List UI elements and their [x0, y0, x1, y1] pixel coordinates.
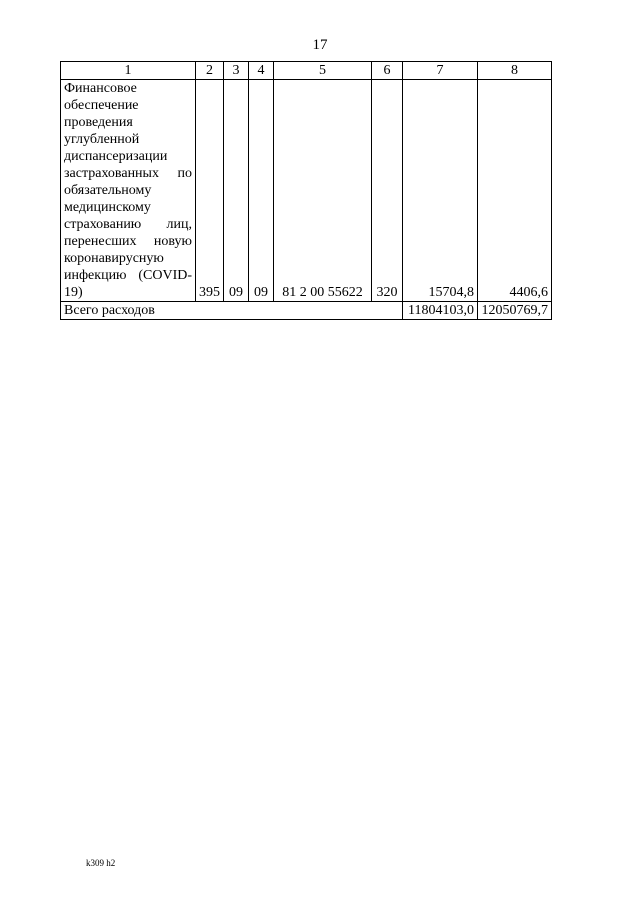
- budget-table: [60, 61, 552, 320]
- header-col-6: 6: [372, 62, 403, 80]
- table-row: [61, 80, 552, 302]
- footer-code: k309 h2: [86, 858, 116, 868]
- header-col-1: 1: [61, 62, 196, 80]
- row-col-5: 81 2 00 55622: [274, 80, 372, 302]
- header-col-8: 8: [478, 62, 552, 80]
- header-col-5: 5: [274, 62, 372, 80]
- row-col-8: 4406,6: [478, 80, 552, 302]
- header-row: [61, 62, 552, 80]
- header-col-7: 7: [403, 62, 478, 80]
- row-col-2: 395: [196, 80, 224, 302]
- total-label: Всего расходов: [61, 302, 403, 320]
- total-col-8: 12050769,7: [478, 302, 552, 320]
- row-col-7: 15704,8: [403, 80, 478, 302]
- header-col-2: 2: [196, 62, 224, 80]
- row-col-3: 09: [224, 80, 249, 302]
- row-col-4: 09: [249, 80, 274, 302]
- total-row: [61, 302, 552, 320]
- row-col-6: 320: [372, 80, 403, 302]
- total-col-7: 11804103,0: [403, 302, 478, 320]
- header-col-4: 4: [249, 62, 274, 80]
- page-number: 17: [312, 37, 328, 53]
- row-description: Финансовое обеспечение проведения углубленной диспансеризации застрахованных по обязательному медицинскому страхованию лиц, перенесших новую коронавирусную инфекцию (COVID-19): [61, 80, 196, 302]
- header-col-3: 3: [224, 62, 249, 80]
